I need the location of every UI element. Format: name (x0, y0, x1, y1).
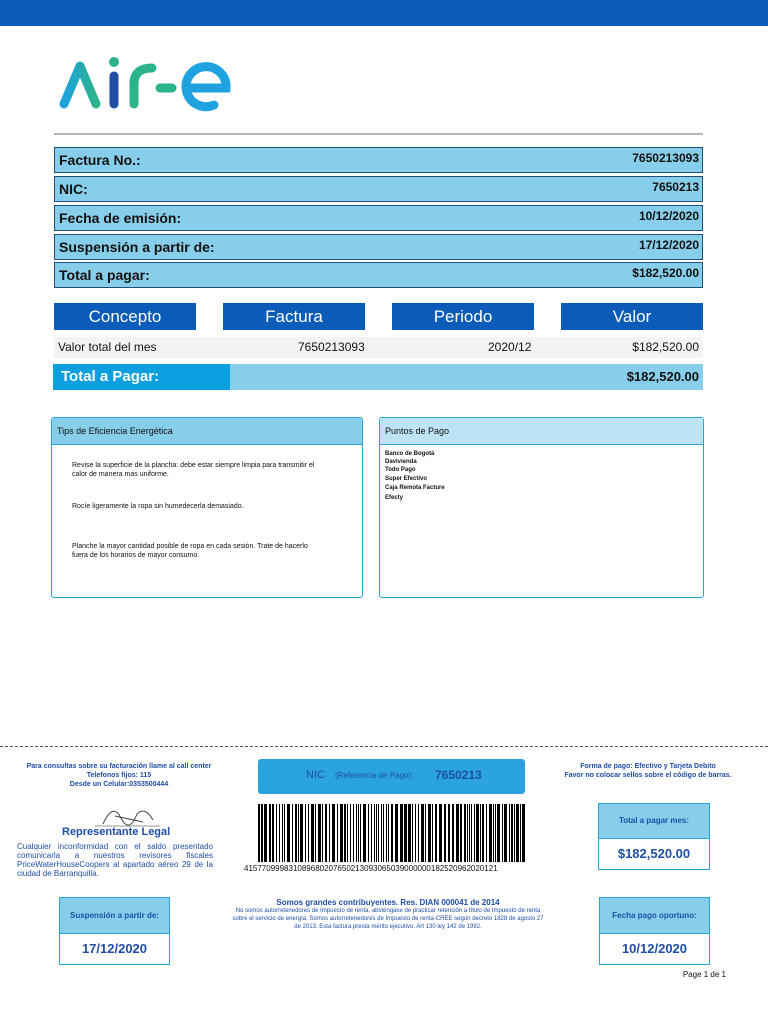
nic-value: 7650213 (652, 180, 699, 194)
total-a-pagar-label: Total a Pagar: (53, 364, 230, 390)
nic-box-label: NIC (306, 769, 325, 781)
tip-item: Revise la superficie de la plancha: debe estar siempre limpia para transmitir el calor de manera mas uniforme. (72, 462, 315, 478)
suspension-box-label: Suspensión a partir de: (60, 898, 169, 934)
total-a-pagar-value: $182,520.00 (626, 369, 699, 384)
legal-text: No somos autorretenedores de Impuesto de renta, absténgase de practicar retención a título de Impuesto de renta sobre el servicio de energía. Somos autorretenedores de Impuesto de renta-CREE según decreto 1828 de agosto 27 de 2013. Esta factura presta mérito ejecutivo. Art 130 ley 142 de 1992. (232, 908, 544, 930)
col-header-factura: Factura (223, 303, 365, 330)
payment-form-info (548, 762, 748, 780)
row-suspension (54, 234, 703, 260)
page-number: Page 1 de 1 (682, 970, 726, 979)
row-nic (54, 176, 703, 202)
cell-valor: $182,520.00 (632, 340, 699, 354)
payment-point-item: Davivienda (385, 459, 417, 465)
payment-points-title: Puntos de Pago (380, 418, 703, 445)
payment-point-item: Caja Remota Facture (385, 485, 445, 491)
header-divider (54, 133, 703, 135)
contact-info (18, 762, 220, 789)
barcode-number: 415770999831089680207650213093065039000000182520962020121 (244, 864, 498, 873)
total-mes-box (598, 803, 710, 870)
fecha-pago-label: Fecha pago oportuno: (600, 898, 709, 934)
cell-periodo: 2020/12 (488, 340, 532, 354)
payment-form-line: Forma de pago: Efectivo y Tarjeta Debito (580, 763, 716, 770)
suspension-value: 17/12/2020 (638, 238, 699, 252)
suspension-label: Suspensión a partir de: (59, 239, 215, 255)
cut-line (0, 746, 768, 747)
suspension-box (59, 897, 170, 965)
payment-form-line: Favor no colocar sellos sobre el código de barras. (564, 772, 732, 779)
col-header-concepto: Concepto (54, 303, 196, 330)
factura-no-label: Factura No.: (59, 152, 141, 168)
nic-box-ref-label: (Referencia de Pago): (335, 771, 414, 780)
nic-reference-box (258, 759, 525, 794)
legal-notice (230, 898, 546, 931)
total-mes-value: $182,520.00 (617, 846, 691, 861)
fecha-emision-value: 10/12/2020 (638, 209, 699, 223)
payment-point-item: Todo Pago (385, 467, 416, 473)
cell-concepto: Valor total del mes (58, 340, 157, 354)
fecha-pago-value: 10/12/2020 (621, 941, 688, 956)
factura-no-value: 7650213093 (632, 151, 699, 165)
fecha-pago-box (599, 897, 710, 965)
nic-label: NIC: (59, 181, 88, 197)
payment-point-item: Banco de Bogotá (385, 451, 435, 457)
payment-points-panel (379, 417, 704, 598)
suspension-box-value: 17/12/2020 (81, 941, 148, 956)
row-total-pagar (54, 262, 703, 288)
contact-line: Telefonos fijos: 115 (86, 772, 152, 779)
row-factura-no (54, 147, 703, 173)
col-header-periodo: Periodo (392, 303, 534, 330)
col-header-valor: Valor (561, 303, 703, 330)
cell-factura: 7650213093 (298, 340, 365, 354)
contact-line: Para consultas sobre su facturación llame al call center (26, 763, 212, 770)
complaint-text: Cualquier inconformidad con el saldo presentado comunicarla a nuestros revisores fiscales PriceWaterHouseCoopers al apartado aéreo 29 de la ciudad de Barranquilla. (17, 842, 213, 878)
fecha-emision-label: Fecha de emisión: (59, 210, 182, 226)
tip-item: Planche la mayor cantidad posible de ropa en cada sesión. Trate de hacerlo fuera de los horarios de mayor consumo. (72, 543, 308, 559)
representative-label: Representante Legal (62, 826, 171, 838)
total-pagar-label: Total a pagar: (59, 267, 150, 283)
total-a-pagar-bar (53, 364, 703, 390)
contact-line: Desde un Celular:0353500444 (69, 781, 169, 788)
table-row (54, 337, 703, 358)
nic-box-value: 7650213 (435, 768, 482, 782)
row-fecha-emision (54, 205, 703, 231)
payment-point-item: Super Efectivo (385, 476, 428, 482)
top-brand-bar (0, 0, 768, 26)
tips-panel-title: Tips de Eficiencia Energética (52, 418, 362, 445)
legal-title: Somos grandes contribuyentes. Res. DIAN 000041 de 2014 (276, 898, 500, 907)
air-e-logo (58, 56, 233, 112)
total-mes-label: Total a pagar mes: (599, 804, 709, 839)
payment-barcode (257, 804, 527, 862)
payment-point-item: Efecty (385, 495, 404, 501)
tips-panel (51, 417, 363, 598)
tip-item: Rocíe ligeramente la ropa sin humedecerla demasiado. (72, 503, 244, 510)
total-pagar-value: $182,520.00 (632, 266, 699, 280)
